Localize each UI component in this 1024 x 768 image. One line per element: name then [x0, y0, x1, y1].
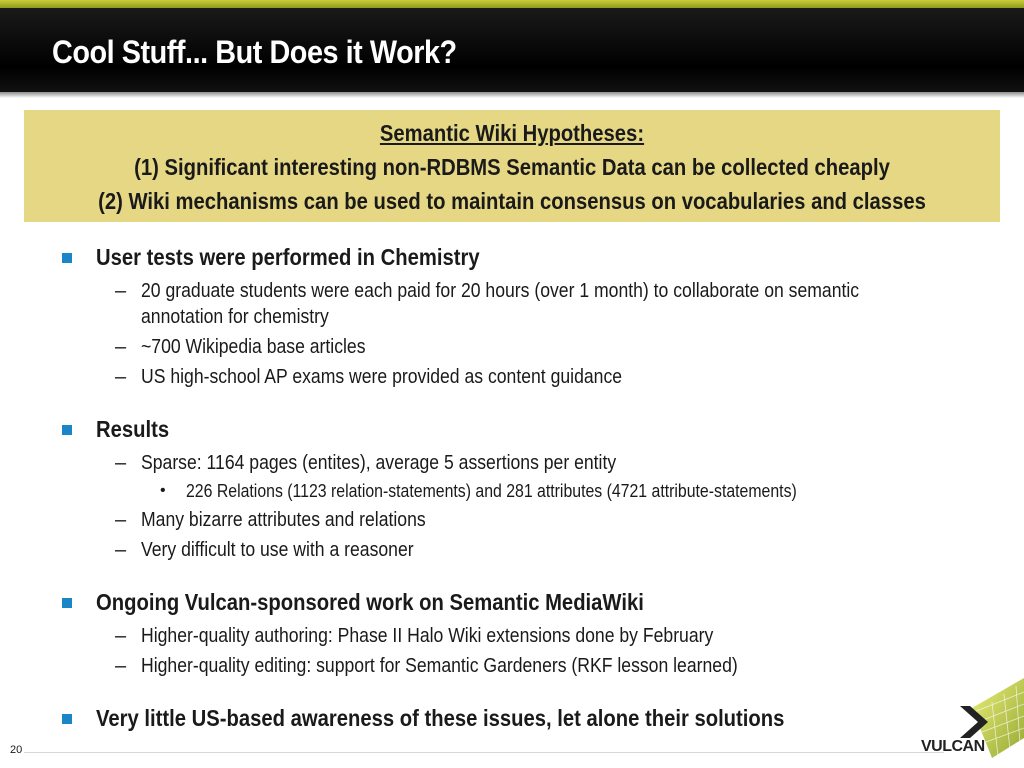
hypotheses-heading: Semantic Wiki Hypotheses:: [379, 120, 645, 146]
sub-item: – Many bizarre attributes and relations: [115, 509, 426, 531]
square-bullet-icon: [62, 598, 72, 608]
bullet-item: User tests were performed in Chemistry: [58, 240, 958, 274]
vulcan-logo-text: VULCAN: [921, 738, 985, 755]
section-results: [58, 412, 958, 563]
hypotheses-box: [24, 110, 1000, 222]
page-number: 20: [10, 744, 23, 756]
sub-sub-item: • 226 Relations (1123 relation-statements) and 281 attributes (4721 attribute-statements): [160, 481, 797, 501]
sub-item: – ~700 Wikipedia base articles: [115, 336, 366, 358]
sub-item: – Higher-quality editing: support for Semantic Gardeners (RKF lesson learned): [115, 655, 738, 677]
section-awareness: [58, 701, 958, 735]
square-bullet-icon: [62, 253, 72, 263]
title-bar-shadow: [0, 92, 1024, 98]
slide-title: Cool Stuff... But Does it Work?: [52, 34, 457, 70]
section-user-tests: [58, 240, 958, 390]
sub-item: – Higher-quality authoring: Phase II Halo Wiki extensions done by February: [115, 625, 714, 647]
top-accent-line: [0, 0, 1024, 8]
slide-content: [58, 240, 958, 757]
sub-item: – Sparse: 1164 pages (entites), average 5 assertions per entity: [115, 452, 617, 474]
hypothesis-item-2: (2) Wiki mechanisms can be used to maintain consensus on vocabularies and classes: [98, 188, 926, 214]
footer-divider: [24, 752, 944, 753]
sub-item: – US high-school AP exams were provided as content guidance: [115, 366, 623, 388]
hypothesis-item-1: (1) Significant interesting non-RDBMS Semantic Data can be collected cheaply: [134, 154, 890, 180]
bullet-item: Ongoing Vulcan-sponsored work on Semantic MediaWiki: [58, 585, 958, 619]
bullet-item: Very little US-based awareness of these issues, let alone their solutions: [58, 701, 958, 735]
title-bar: [0, 8, 1024, 92]
sub-item: – 20 graduate students were each paid for 20 hours (over 1 month) to collaborate on semantic annotation for chemistry: [115, 280, 860, 328]
section-ongoing-work: [58, 585, 958, 679]
bullet-item: Results: [58, 412, 958, 446]
square-bullet-icon: [62, 714, 72, 724]
square-bullet-icon: [62, 425, 72, 435]
sub-item: – Very difficult to use with a reasoner: [115, 539, 414, 561]
